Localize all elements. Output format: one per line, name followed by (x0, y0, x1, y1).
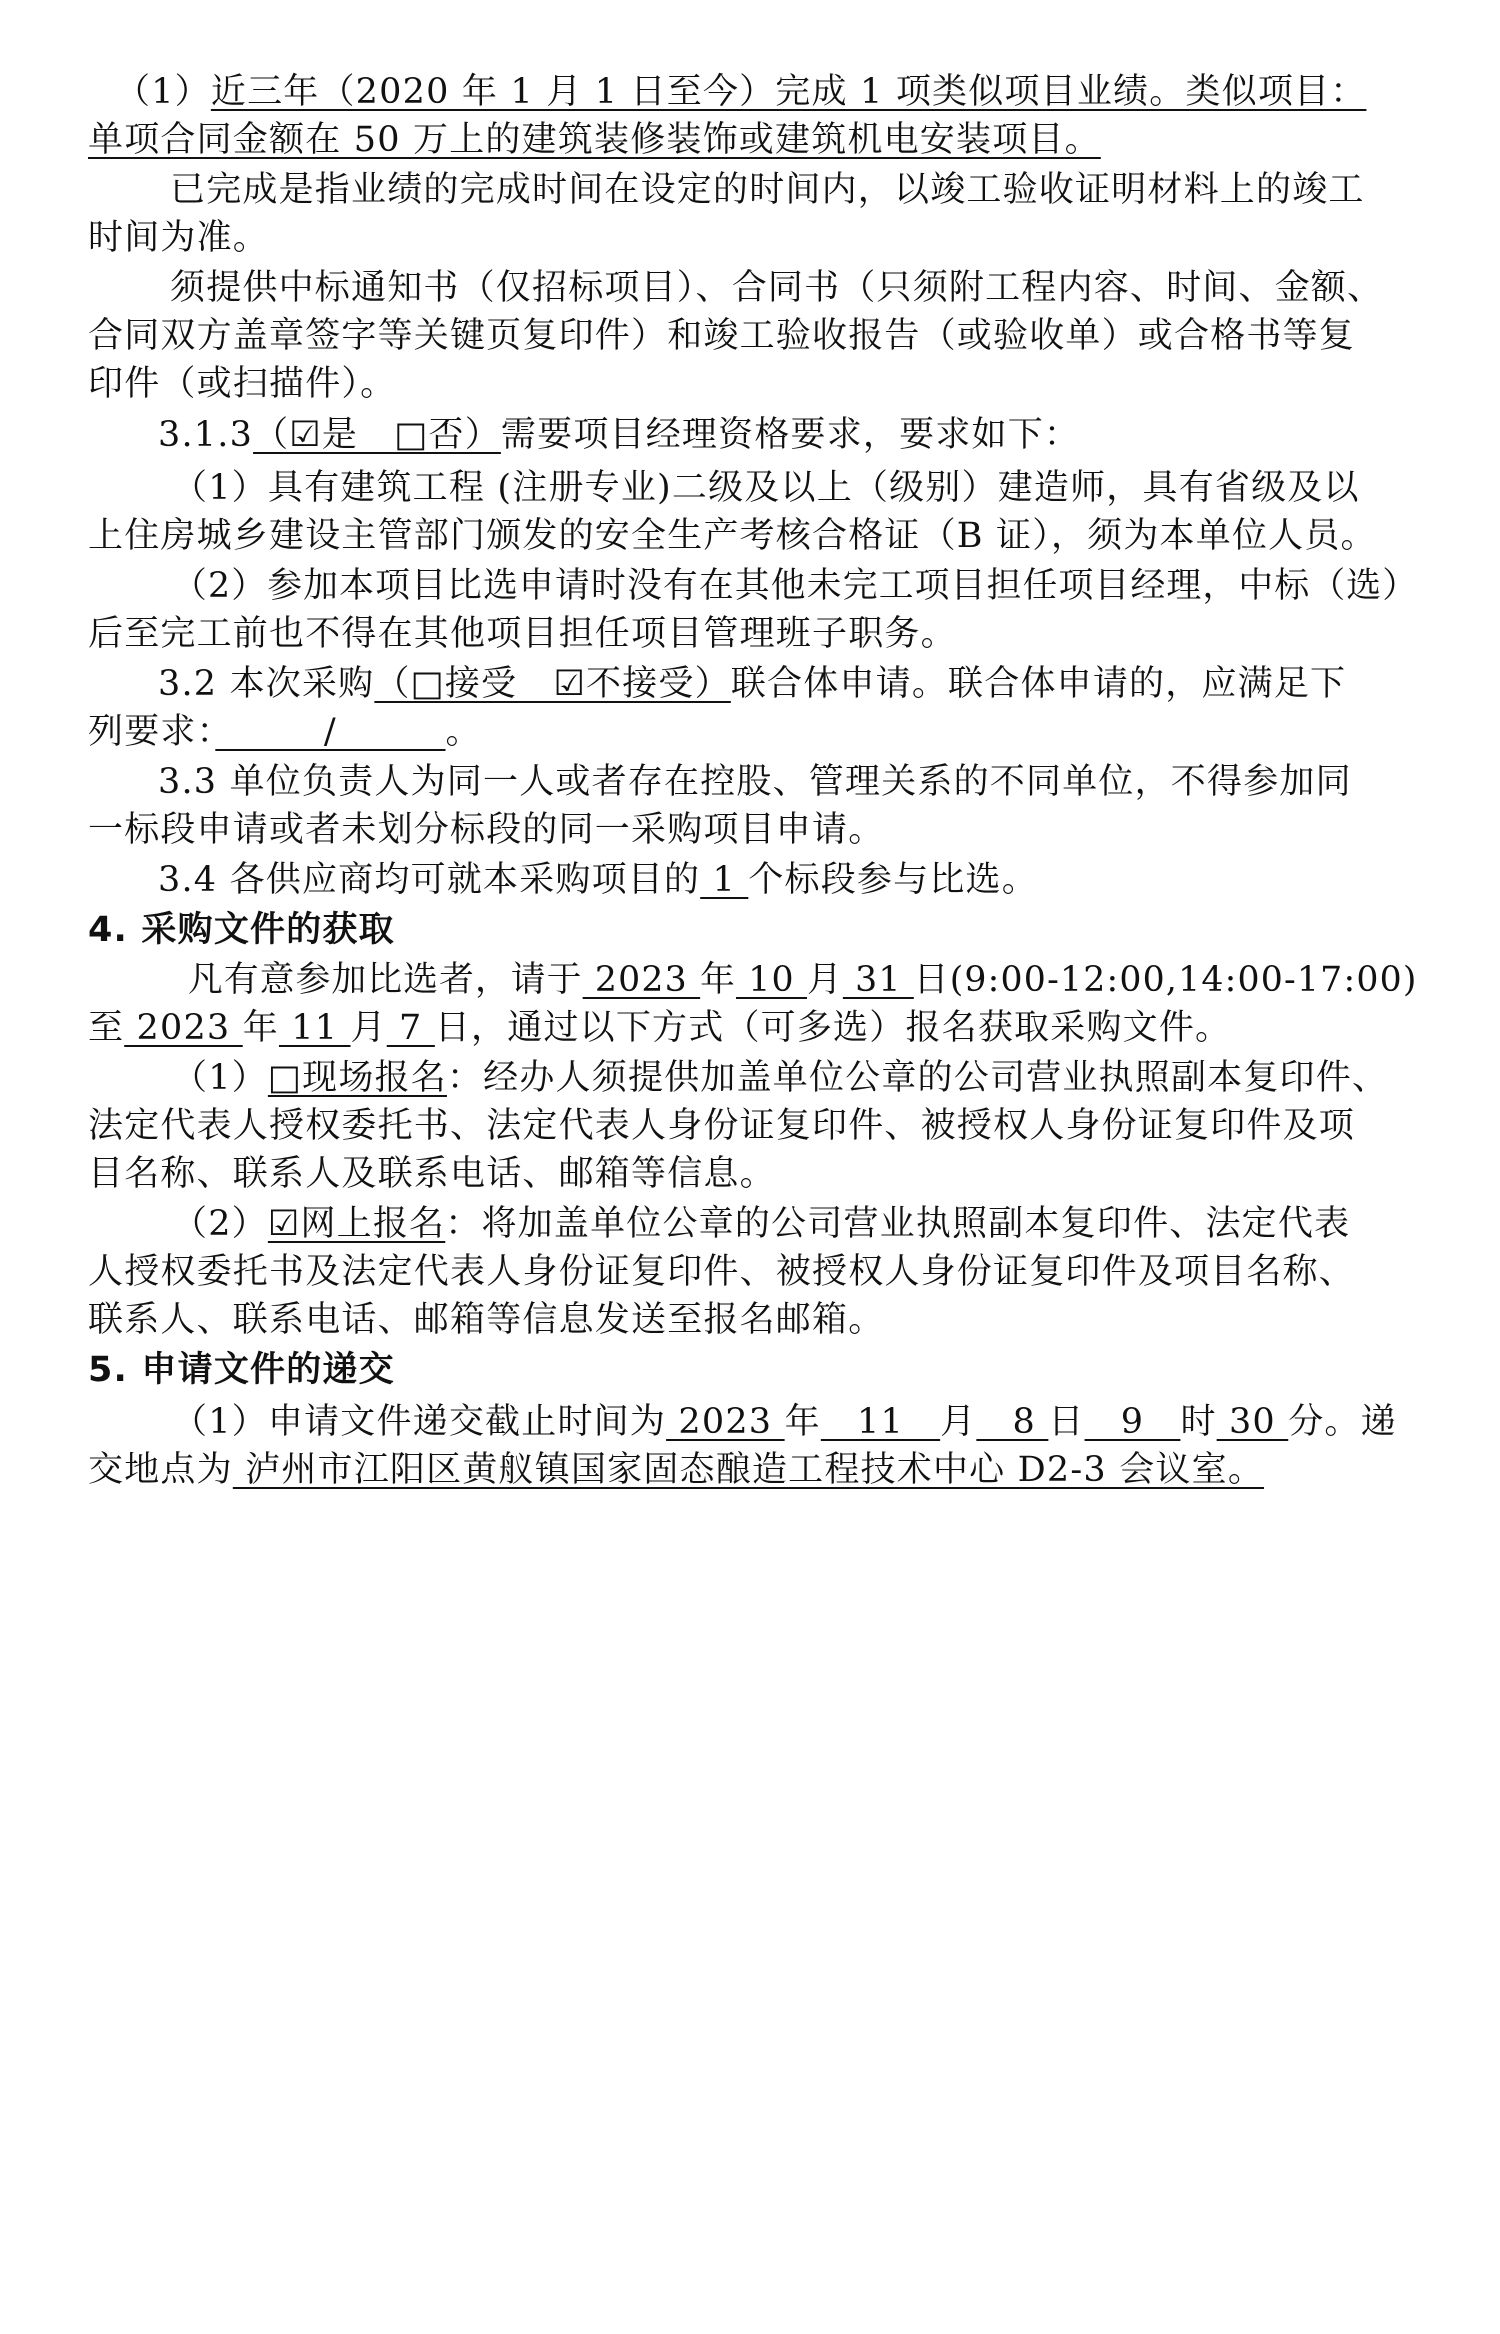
deadline-minute: 30 (1216, 1402, 1289, 1442)
text: 年 (242, 1008, 279, 1048)
online-registration-text-end: 联系人、联系电话、邮箱等信息发送至报名邮箱。 (88, 1300, 885, 1340)
submission-location: 泸州市江阳区黄舣镇国家固态酿造工程技术中心 D2-3 会议室。 (232, 1450, 1265, 1490)
end-day: 7 (386, 1008, 435, 1048)
pm-qualification-text-cont: 上住房城乡建设主管部门颁发的安全生产考核合格证（B 证），须为本单位人员。 (88, 516, 1377, 556)
section-title: 4. 采购文件的获取 (88, 910, 395, 950)
pm-restriction-text: （2）参加本项目比选申请时没有在其他未完工项目担任项目经理，中标（选） (172, 566, 1419, 606)
text: 日 (1048, 1402, 1085, 1442)
clause-text-tail: 联合体申请。联合体申请的，应满足下 (730, 664, 1347, 704)
text: ：将加盖单位公章的公司营业执照副本复印件、法定代表 (445, 1204, 1351, 1244)
paragraph-line (172, 466, 1360, 510)
registration-period-line-2 (88, 1006, 1231, 1050)
text: 月 (806, 960, 843, 1000)
start-month: 10 (736, 960, 807, 1000)
clause-3-1-3 (158, 413, 1080, 457)
online-registration-text: 人授权委托书及法定代表人身份证复印件、被授权人身份证复印件及项目名称、 (88, 1252, 1356, 1292)
paragraph-line (88, 1152, 776, 1196)
online-registration-checkbox: ☑网上报名 (267, 1204, 446, 1244)
completion-definition-text: 已完成是指业绩的完成时间在设定的时间内，以竣工验收证明材料上的竣工 (170, 170, 1365, 210)
paragraph-line (88, 808, 884, 852)
text: 月 (350, 1008, 387, 1048)
paragraph-line (88, 216, 269, 260)
clause-text-tail: 个标段参与比选。 (748, 860, 1038, 900)
onsite-registration-text-end: 目名称、联系人及联系电话、邮箱等信息。 (88, 1154, 776, 1194)
deadline-month: 11 (820, 1402, 941, 1442)
paragraph-line (88, 314, 1355, 358)
documents-required-text: 须提供中标通知书（仅招标项目）、合同书（只须附工程内容、时间、金额、 (170, 268, 1384, 308)
paragraph-line (88, 1250, 1355, 1294)
item-number: （1） (115, 72, 211, 112)
online-registration-line-1 (172, 1202, 1350, 1246)
onsite-registration-checkbox: □现场报名 (267, 1058, 447, 1098)
clause-text: 3.3 单位负责人为同一人或者存在控股、管理关系的不同单位，不得参加同 (158, 762, 1352, 802)
similar-project-requirement-line-1 (115, 70, 1366, 114)
clause-text: 3.2 本次采购 (158, 664, 375, 704)
text: 交地点为 (88, 1450, 233, 1490)
text: 年 (784, 1402, 821, 1442)
paragraph-line (88, 1298, 884, 1342)
paragraph-line (88, 612, 957, 656)
item-number: （2） (172, 1204, 268, 1244)
start-year: 2023 (582, 960, 701, 1000)
submission-location-line (88, 1448, 1264, 1492)
clause-number: 3.1.3 (158, 415, 254, 455)
clause-text: 需要项目经理资格要求，要求如下： (500, 415, 1081, 455)
text: 月 (940, 1402, 977, 1442)
deadline-year: 2023 (666, 1402, 785, 1442)
onsite-registration-line-1 (172, 1056, 1388, 1100)
registration-period-line-1 (188, 958, 1418, 1002)
start-day: 31 (842, 960, 914, 1000)
clause-3-2 (158, 662, 1346, 706)
consortium-requirements-blank: / (215, 712, 446, 752)
paragraph-line (170, 266, 1383, 310)
completion-definition-text-cont: 时间为准。 (88, 218, 270, 258)
clause-3-3 (158, 760, 1352, 804)
section-title: 5. 申请文件的递交 (88, 1350, 395, 1390)
item-number: （1） (172, 1058, 268, 1098)
paragraph-line (88, 1104, 1355, 1148)
paragraph-line (88, 710, 482, 754)
submission-deadline-line (172, 1400, 1397, 1444)
end-year: 2023 (124, 1008, 243, 1048)
text: 年 (700, 960, 737, 1000)
section-heading-4 (88, 908, 395, 952)
period: 。 (445, 712, 482, 752)
text: 至 (88, 1008, 125, 1048)
end-month: 11 (278, 1008, 351, 1048)
text: 凡有意参加比选者，请于 (188, 960, 583, 1000)
consortium-requirements-label: 列要求： (88, 712, 216, 752)
similar-project-definition: 单项合同金额在 50 万上的建筑装修装饰或建筑机电安装项目。 (88, 120, 1101, 160)
paragraph-line (88, 362, 396, 406)
consortium-checkbox-group: （□接受 ☑不接受） (374, 664, 731, 704)
similar-project-requirement-line-2 (88, 118, 1101, 162)
clause-text-cont: 一标段申请或者未划分标段的同一采购项目申请。 (88, 810, 885, 850)
pm-qualification-text: （1）具有建筑工程 (注册专业)二级及以上（级别）建造师，具有省级及以 (172, 468, 1360, 508)
text: 日，通过以下方式（可多选）报名获取采购文件。 (434, 1008, 1232, 1048)
text: 分。递 (1288, 1402, 1397, 1442)
deadline-hour: 9 (1084, 1402, 1181, 1442)
paragraph-line (170, 168, 1365, 212)
deadline-day: 8 (976, 1402, 1049, 1442)
pm-requirement-checkbox-group: （☑是 □否） (253, 415, 501, 455)
onsite-registration-text: 法定代表人授权委托书、法定代表人身份证复印件、被授权人身份证复印件及项 (88, 1106, 1356, 1146)
text: 时 (1180, 1402, 1217, 1442)
documents-required-text-cont: 合同双方盖章签字等关键页复印件）和竣工验收报告（或验收单）或合格书等复 (88, 316, 1356, 356)
paragraph-line (172, 564, 1418, 608)
similar-project-text: 近三年（2020 年 1 月 1 日至今）完成 1 项类似项目业绩。类似项目： (210, 72, 1367, 112)
text: （1）申请文件递交截止时间为 (172, 1402, 667, 1442)
lot-count: 1 (700, 860, 749, 900)
section-heading-5 (88, 1348, 395, 1392)
text: 日(9:00-12:00,14:00-17:00) (913, 960, 1418, 1000)
text: ：经办人须提供加盖单位公章的公司营业执照副本复印件、 (446, 1058, 1389, 1098)
clause-3-4 (158, 858, 1038, 902)
paragraph-line (88, 514, 1377, 558)
clause-text: 3.4 各供应商均可就本采购项目的 (158, 860, 701, 900)
pm-restriction-text-cont: 后至完工前也不得在其他项目担任项目管理班子职务。 (88, 614, 957, 654)
documents-required-text-end: 印件（或扫描件）。 (88, 364, 397, 404)
